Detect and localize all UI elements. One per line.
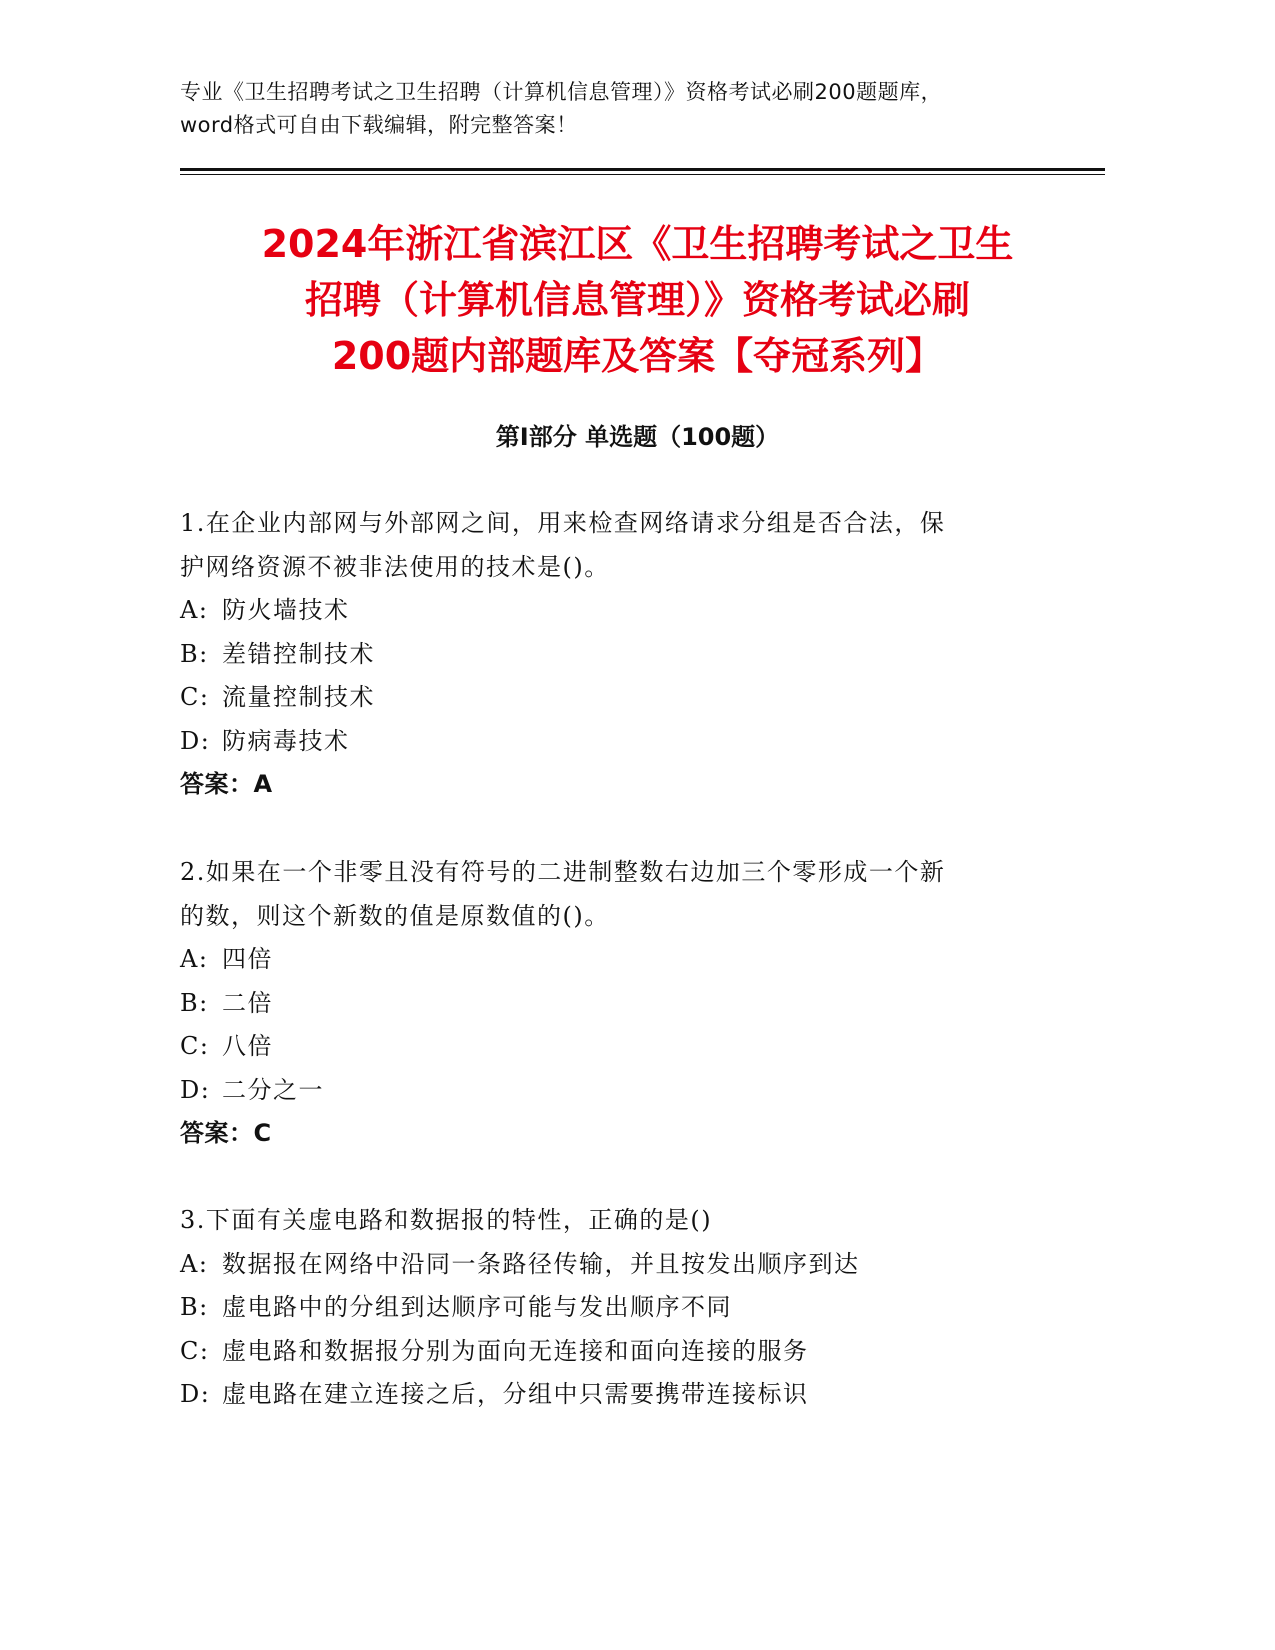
option-text: 八倍 (222, 1032, 273, 1060)
option-text: 虚电路和数据报分别为面向无连接和面向连接的服务 (222, 1336, 809, 1365)
option-a (180, 1243, 1120, 1287)
header-note (180, 76, 1080, 142)
option-text: 虚电路在建立连接之后，分组中只需要携带连接标识 (222, 1380, 809, 1408)
document-title-line-2: 招聘（计算机信息管理）》资格考试必刷 (304, 278, 970, 322)
option-key: D: (180, 1380, 211, 1408)
option-c (180, 676, 1120, 720)
option-key: C: (180, 683, 210, 711)
option-text: 四倍 (222, 945, 273, 973)
answer-line: 答案：C (180, 1119, 272, 1147)
option-text: 二倍 (222, 988, 273, 1017)
option-key: B: (180, 988, 209, 1017)
header-note-line-1: 专业《卫生招聘考试之卫生招聘（计算机信息管理）》资格考试必刷200题题库， (180, 80, 943, 104)
section-heading: 第Ⅰ部分 单选题（100题） (495, 423, 780, 451)
option-b (180, 982, 1120, 1026)
option-b (180, 633, 1120, 677)
option-key: A: (180, 1249, 209, 1278)
header-rule-thin (180, 174, 1105, 175)
question-stem-line: 2.如果在一个非零且没有符号的二进制整数右边加三个零形成一个新 (180, 858, 946, 886)
question-3 (180, 1199, 1120, 1417)
option-d (180, 1373, 1120, 1417)
option-key: A: (180, 945, 209, 973)
option-text: 防病毒技术 (222, 726, 350, 755)
option-key: B: (180, 639, 209, 668)
option-a (180, 589, 1120, 633)
question-stem-line: 的数，则这个新数的值是原数值的()。 (180, 901, 610, 930)
question-stem-line: 3.下面有关虚电路和数据报的特性，正确的是() (180, 1206, 713, 1234)
option-c (180, 1330, 1120, 1374)
option-key: D: (180, 726, 211, 755)
answer-line: 答案：A (180, 770, 273, 798)
document-title (150, 216, 1125, 384)
option-text: 流量控制技术 (222, 683, 375, 711)
option-text: 虚电路中的分组到达顺序可能与发出顺序不同 (222, 1293, 732, 1321)
question-stem-line: 1.在企业内部网与外部网之间，用来检查网络请求分组是否合法，保 (180, 509, 946, 537)
document-title-line-3: 200题内部题库及答案【夺冠系列】 (331, 334, 944, 378)
option-key: C: (180, 1032, 210, 1060)
document-title-line-1: 2024年浙江省滨江区《卫生招聘考试之卫生 (261, 222, 1014, 266)
option-d (180, 720, 1120, 764)
option-c (180, 1025, 1120, 1069)
header-note-line-2: word格式可自由下载编辑，附完整答案！ (180, 113, 578, 137)
option-a (180, 938, 1120, 982)
question-2 (180, 851, 1120, 1156)
option-text: 差错控制技术 (222, 639, 375, 668)
option-text: 二分之一 (222, 1075, 324, 1104)
option-b (180, 1286, 1120, 1330)
question-1 (180, 502, 1120, 807)
option-d (180, 1069, 1120, 1113)
option-key: B: (180, 1293, 209, 1321)
option-key: A: (180, 596, 209, 624)
option-text: 数据报在网络中沿同一条路径传输，并且按发出顺序到达 (222, 1249, 860, 1278)
question-stem-line: 护网络资源不被非法使用的技术是()。 (180, 552, 610, 581)
option-key: C: (180, 1336, 210, 1365)
option-key: D: (180, 1075, 211, 1104)
header-rule-thick (180, 168, 1105, 171)
option-text: 防火墙技术 (222, 596, 350, 624)
